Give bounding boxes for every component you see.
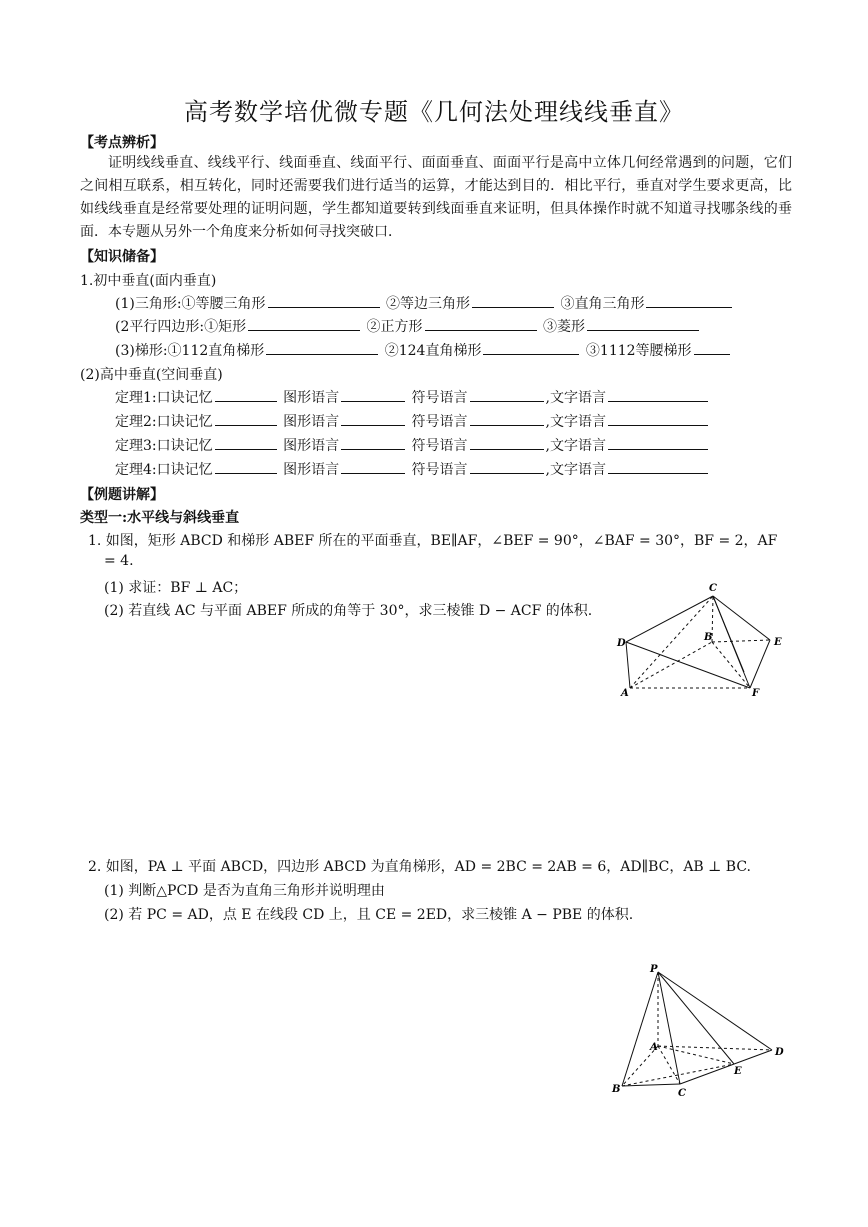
blank-field[interactable] xyxy=(215,411,277,426)
theorem-text-label: ,文字语言 xyxy=(545,390,606,406)
theorem-name: 定理1:口诀记忆 xyxy=(115,390,213,406)
blank-field[interactable] xyxy=(608,411,708,426)
blank-field[interactable] xyxy=(341,411,405,426)
label-D: D xyxy=(775,1047,784,1058)
blank-field[interactable] xyxy=(425,316,537,331)
blank-field[interactable] xyxy=(470,435,544,450)
theorem-row xyxy=(115,459,710,479)
label-B: B xyxy=(612,1084,621,1095)
triangle-isosceles-label: (1)三角形:①等腰三角形 xyxy=(115,296,266,312)
theorem-symbol-label: 符号语言 xyxy=(411,414,468,430)
label-F: F xyxy=(752,688,760,699)
blank-field[interactable] xyxy=(341,435,405,450)
blank-field[interactable] xyxy=(608,387,708,402)
label-A: A xyxy=(621,688,629,699)
theorem-row xyxy=(115,411,710,431)
problem2-statement: 2. 如图，PA ⊥ 平面 ABCD，四边形 ABCD 为直角梯形，AD = 2BC = 2AB = 6，AD∥BC，AB ⊥ BC. xyxy=(88,859,752,875)
blank-field[interactable] xyxy=(341,387,405,402)
triangle-right-label: ③直角三角形 xyxy=(560,296,645,312)
section-kaodian: 【考点辨析】 xyxy=(80,135,164,151)
theorem-text-label: ,文字语言 xyxy=(545,438,606,454)
problem1-statement-cont: = 4. xyxy=(104,553,134,569)
theorem-text-label: ,文字语言 xyxy=(545,462,606,478)
parallelogram-rectangle-label: (2平行四边形:①矩形 xyxy=(115,319,247,335)
problem1-statement: 1. 如图，矩形 ABCD 和梯形 ABEF 所在的平面垂直，BE∥AF，∠BEF = 90°，∠BAF = 30°，BF = 2，AF xyxy=(88,533,778,549)
blank-field[interactable] xyxy=(694,340,730,355)
label-C: C xyxy=(678,1088,686,1099)
theorem-figure-label: 图形语言 xyxy=(283,462,340,478)
blank-field[interactable] xyxy=(470,411,544,426)
theorem-row xyxy=(115,435,710,455)
trapezoid-1112-label: ③1112等腰梯形 xyxy=(585,343,692,359)
label-B: B xyxy=(704,632,713,643)
theorem-symbol-label: 符号语言 xyxy=(411,438,468,454)
blank-field[interactable] xyxy=(248,316,360,331)
triangle-equilateral-label: ②等边三角形 xyxy=(386,296,471,312)
theorem-name: 定理3:口诀记忆 xyxy=(115,438,213,454)
figure-2-pyramid xyxy=(606,960,790,1100)
blank-field[interactable] xyxy=(215,435,277,450)
blank-field[interactable] xyxy=(266,340,378,355)
label-A: A xyxy=(650,1042,658,1053)
label-E: E xyxy=(734,1066,742,1077)
theorem-figure-label: 图形语言 xyxy=(283,438,340,454)
problem2-question-2: (2) 若 PC = AD，点 E 在线段 CD 上，且 CE = 2ED，求三棱锥 A − PBE 的体积. xyxy=(104,907,634,923)
blank-field[interactable] xyxy=(470,387,544,402)
theorem-name: 定理4:口诀记忆 xyxy=(115,462,213,478)
blank-field[interactable] xyxy=(587,316,699,331)
label-P: P xyxy=(650,964,658,975)
intro-paragraph: 证明线线垂直、线线平行、线面垂直、线面平行、面面垂直、面面平行是高中立体几何经常遇到的问题，它们之间相互联系，相互转化，同时还需要我们进行适当的运算，才能达到目的．相比平行，垂直对学生要求更高，比如线线垂直是经常要处理的证明问题，学生都知道要转到线面垂直来证明，但具体操作时就不知道寻找哪条线的垂面．本专题从另外一个角度来分析如何寻找突破口． xyxy=(80,155,792,240)
theorem-name: 定理2:口诀记忆 xyxy=(115,414,213,430)
triangle-row xyxy=(115,293,734,313)
problem1-question-1: (1) 求证：BF ⊥ AC； xyxy=(104,580,248,596)
section-liti: 【例题讲解】 xyxy=(80,487,164,503)
theorem-row xyxy=(115,387,710,407)
blank-field[interactable] xyxy=(215,459,277,474)
theorem-symbol-label: 符号语言 xyxy=(411,462,468,478)
knowledge-item-2: (2)高中垂直(空间垂直) xyxy=(80,367,223,383)
trapezoid-124-label: ②124直角梯形 xyxy=(384,343,482,359)
blank-field[interactable] xyxy=(608,435,708,450)
theorem-symbol-label: 符号语言 xyxy=(411,390,468,406)
blank-field[interactable] xyxy=(470,459,544,474)
figure-1-solid xyxy=(612,578,792,704)
type1-heading: 类型一:水平线与斜线垂直 xyxy=(80,510,240,526)
blank-field[interactable] xyxy=(646,293,732,308)
blank-field[interactable] xyxy=(472,293,554,308)
problem2-question-1: (1) 判断△PCD 是否为直角三角形并说明理由 xyxy=(104,883,385,899)
trapezoid-112-label: (3)梯形:①112直角梯形 xyxy=(115,343,265,359)
trapezoid-row xyxy=(115,340,732,360)
problem1-question-2: (2) 若直线 AC 与平面 ABEF 所成的角等于 30°，求三棱锥 D − ACF 的体积. xyxy=(104,603,593,619)
blank-field[interactable] xyxy=(341,459,405,474)
blank-field[interactable] xyxy=(608,459,708,474)
knowledge-item-1: 1.初中垂直(面内垂直) xyxy=(80,273,217,289)
parallelogram-square-label: ②正方形 xyxy=(366,319,423,335)
label-E: E xyxy=(774,637,782,648)
theorem-figure-label: 图形语言 xyxy=(283,414,340,430)
label-D: D xyxy=(617,638,626,649)
theorem-figure-label: 图形语言 xyxy=(283,390,340,406)
label-C: C xyxy=(709,583,717,594)
theorem-text-label: ,文字语言 xyxy=(545,414,606,430)
page-title: 高考数学培优微专题《几何法处理线线垂直》 xyxy=(184,98,684,126)
section-zhishi: 【知识储备】 xyxy=(80,249,164,265)
parallelogram-rhombus-label: ③菱形 xyxy=(543,319,585,335)
parallelogram-row xyxy=(115,316,701,336)
blank-field[interactable] xyxy=(215,387,277,402)
blank-field[interactable] xyxy=(268,293,380,308)
blank-field[interactable] xyxy=(483,340,579,355)
